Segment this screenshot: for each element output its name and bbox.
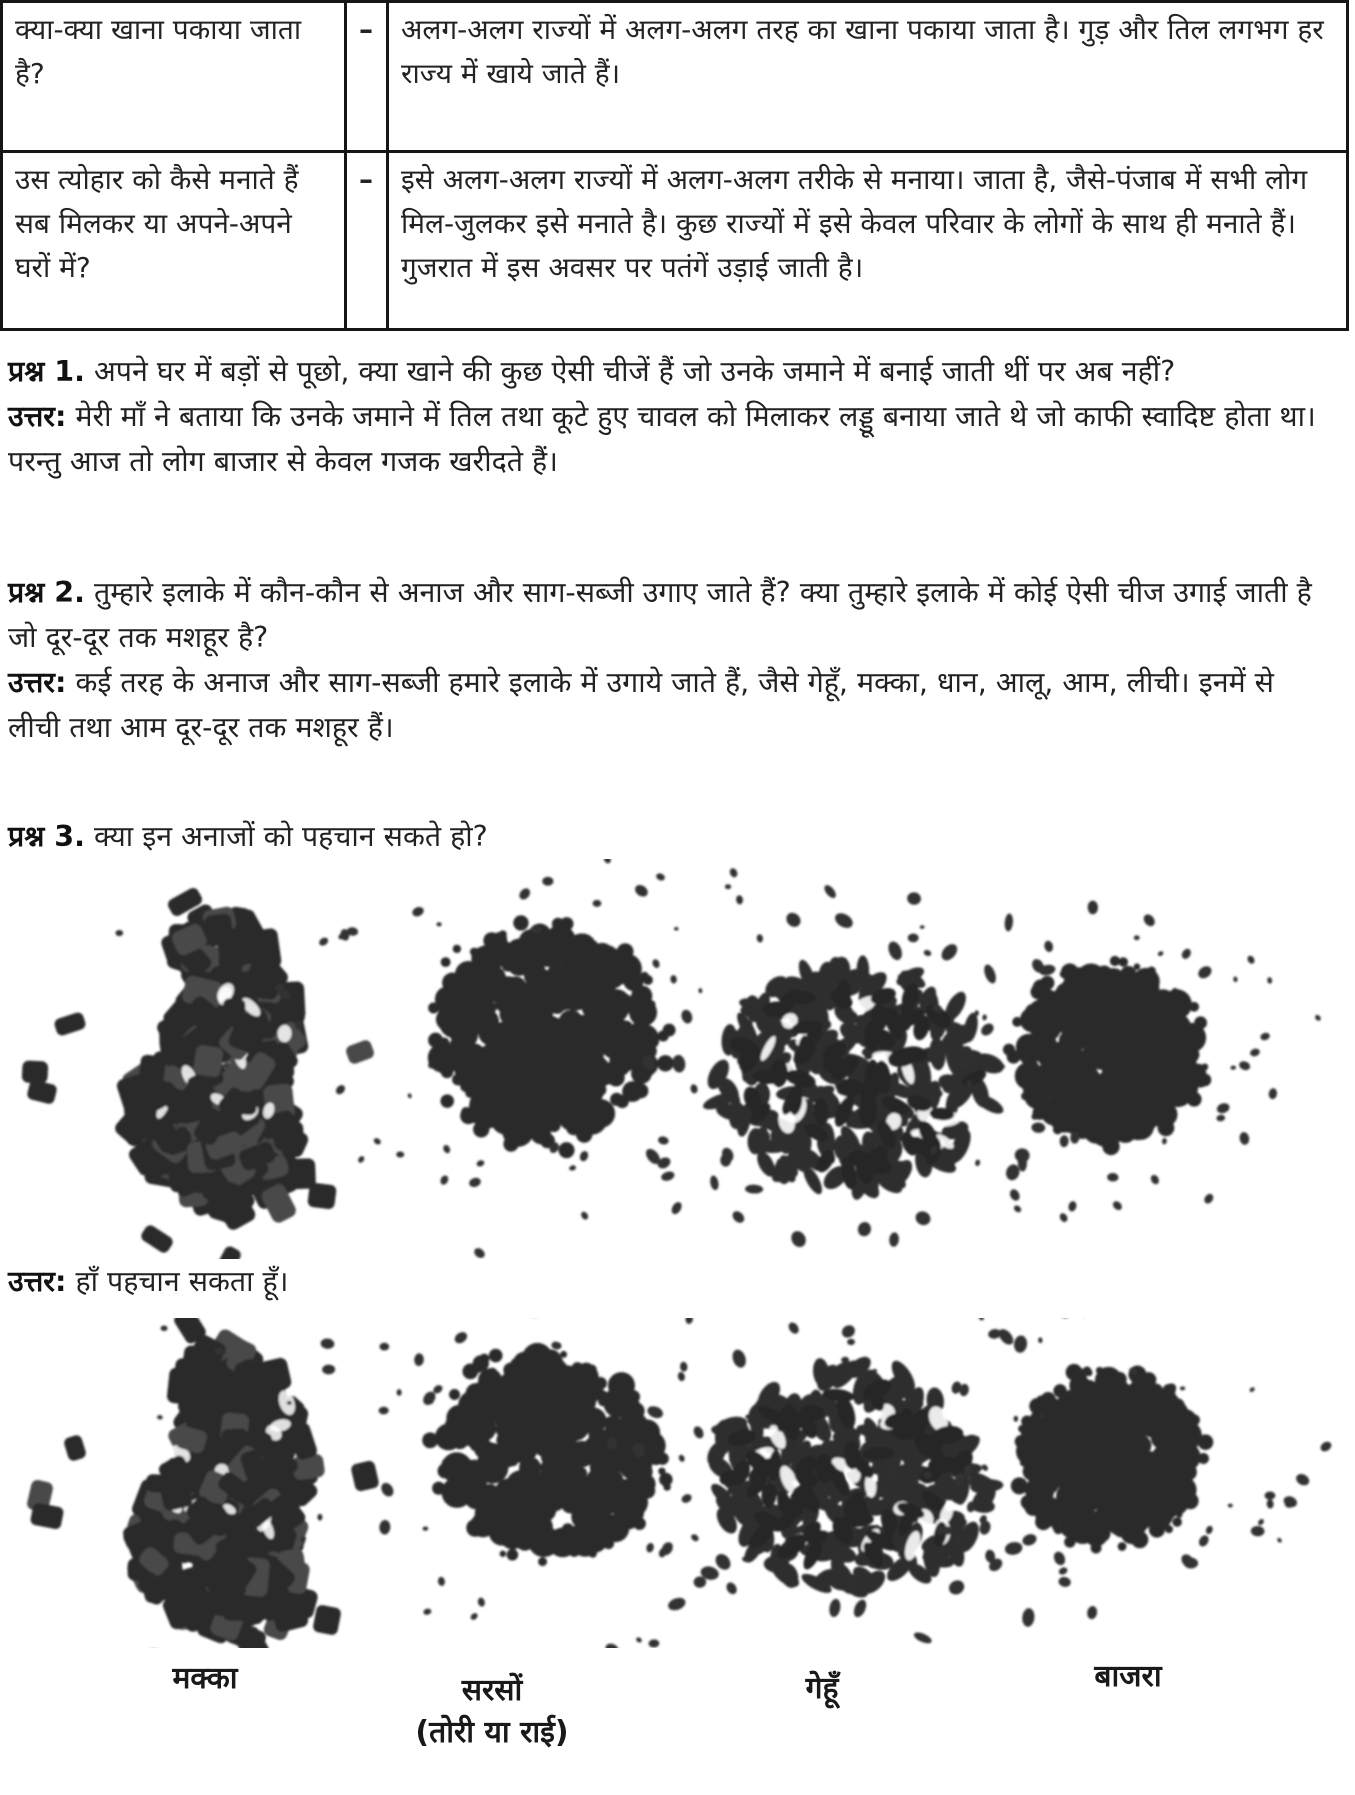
grain-label-makka: मक्का: [172, 1661, 238, 1696]
grain-label-gehu: गेहूँ: [805, 1671, 839, 1706]
question-2-text: तुम्हारे इलाके में कौन-कौन से अनाज और साग-सब्जी उगाए जाते हैं? क्या तुम्हारे इलाके में कोई ऐसी चीज उगाई जाती है जो दूर-दूर तक मशहूर है?: [8, 576, 1312, 654]
grains-image-question: [0, 859, 1355, 1259]
table-dash-cell: –: [346, 152, 388, 330]
table-row: [2, 152, 1348, 330]
grain-label-sarson: सरसों: [461, 1673, 523, 1708]
answer-1: [0, 394, 1355, 484]
table-answer-cell: इसे अलग-अलग राज्यों में अलग-अलग तरीके से मनाया। जाता है, जैसे-पंजाब में सभी लोग मिल-जुलकर इसे मनाते है। कुछ राज्यों में इसे केवल परिवार के लोगों के साथ ही मनाते हैं। गुजरात में इस अवसर पर पतंगें उड़ाई जाती है।: [388, 152, 1348, 330]
question-1-label: प्रश्न 1.: [8, 355, 85, 388]
table-dash-cell: –: [346, 2, 388, 152]
table-row: [2, 2, 1348, 152]
grain-label-sarson-sub: (तोरी या राई): [415, 1715, 569, 1750]
table-question-cell: उस त्योहार को कैसे मनाते हैं सब मिलकर या अपने-अपने घरों में?: [2, 152, 346, 330]
question-3-text: क्या इन अनाजों को पहचान सकते हो?: [94, 820, 488, 853]
question-2-label: प्रश्न 2.: [8, 576, 85, 609]
grain-labels-row: [0, 1648, 1355, 1753]
table-answer-cell: अलग-अलग राज्यों में अलग-अलग तरह का खाना पकाया जाता है। गुड़ और तिल लगभग हर राज्य में खाये जाते हैं।: [388, 2, 1348, 152]
question-2: [0, 570, 1355, 660]
qa-table: [0, 0, 1349, 331]
answer-3: [0, 1259, 1355, 1304]
answer-2: [0, 660, 1355, 750]
answer-3-text: हाँ पहचान सकता हूँ।: [75, 1265, 289, 1298]
grain-label-bajra: बाजरा: [1094, 1659, 1162, 1694]
question-1: [0, 349, 1355, 394]
answer-2-label: उत्तर:: [8, 666, 67, 699]
answer-2-text: कई तरह के अनाज और साग-सब्जी हमारे इलाके में उगाये जाते हैं, जैसे गेहूँ, मक्का, धान, आलू, आम, लीची। इनमें से लीची तथा आम दूर-दूर तक मशहूर हैं।: [8, 666, 1274, 744]
table-question-cell: क्या-क्या खाना पकाया जाता है?: [2, 2, 346, 152]
grains-image-answer: [0, 1318, 1355, 1648]
question-3-label: प्रश्न 3.: [8, 820, 85, 853]
answer-1-text: मेरी माँ ने बताया कि उनके जमाने में तिल तथा कूटे हुए चावल को मिलाकर लड्डू बनाया जाते थे जो काफी स्वादिष्ट होता था। परन्तु आज तो लोग बाजार से केवल गजक खरीदते हैं।: [8, 400, 1316, 478]
question-3: [0, 814, 1355, 859]
answer-1-label: उत्तर:: [8, 400, 67, 433]
question-1-text: अपने घर में बड़ों से पूछो, क्या खाने की कुछ ऐसी चीजें हैं जो उनके जमाने में बनाई जाती थीं पर अब नहीं?: [94, 355, 1176, 388]
answer-3-label: उत्तर:: [8, 1265, 67, 1298]
